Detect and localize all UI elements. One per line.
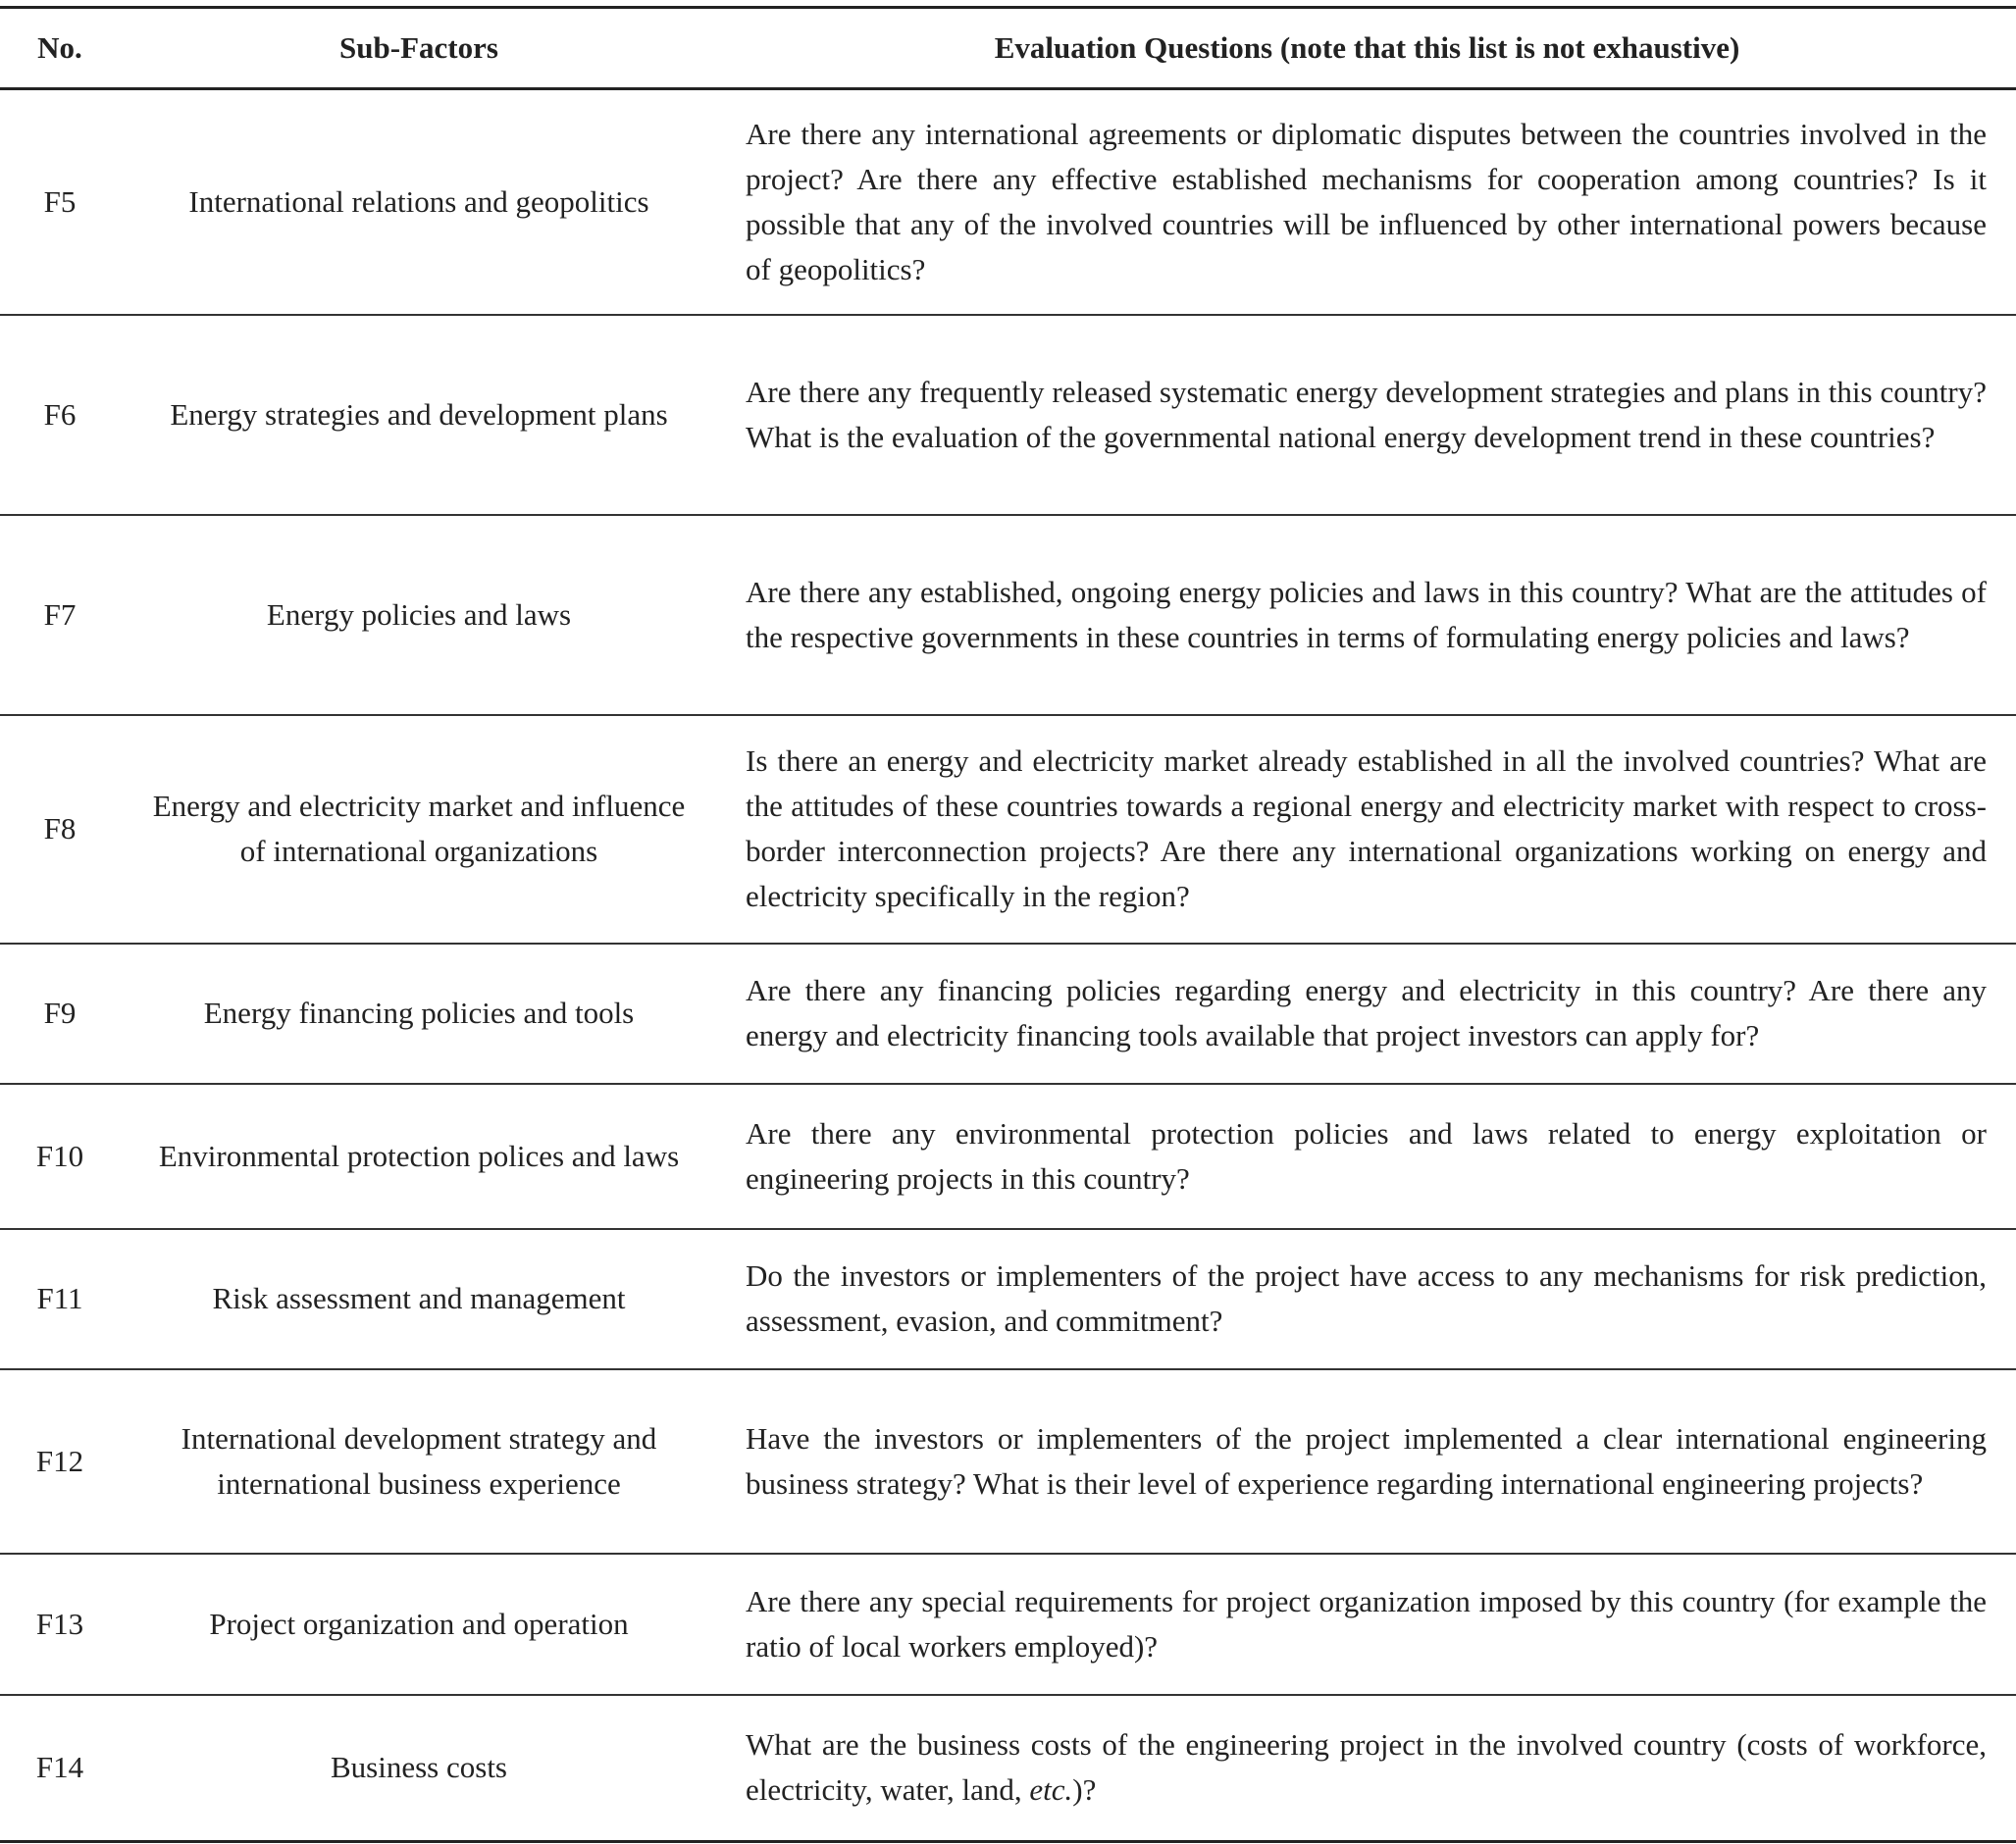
- row-number: F12: [0, 1369, 120, 1554]
- row-sub-factor: Project organization and operation: [120, 1554, 718, 1695]
- header-sub-factors: Sub-Factors: [120, 8, 718, 89]
- row-question: [718, 1695, 2016, 1842]
- row-sub-factor: Energy financing policies and tools: [120, 944, 718, 1084]
- table-header: [0, 8, 2016, 89]
- row-number: F8: [0, 715, 120, 944]
- row-question: Have the investors or implementers of the project implemented a clear international engineering business strategy? What is their level of experience regarding international engineering projects?: [718, 1369, 2016, 1554]
- row-number: F10: [0, 1084, 120, 1229]
- row-sub-factor: International relations and geopolitics: [120, 89, 718, 315]
- table-row: [0, 1695, 2016, 1842]
- row-question: Are there any environmental protection policies and laws related to energy exploitation or engineering projects in this country?: [718, 1084, 2016, 1229]
- row-question-italic: etc.: [1029, 1772, 1073, 1808]
- row-number: F14: [0, 1695, 120, 1842]
- row-question: Are there any established, ongoing energy policies and laws in this country? What are the attitudes of the respective governments in these countries in terms of formulating energy policies and laws?: [718, 515, 2016, 715]
- table-row: [0, 1229, 2016, 1369]
- row-question: Are there any frequently released systematic energy development strategies and plans in this country? What is the evaluation of the governmental national energy development trend in these countries?: [718, 315, 2016, 515]
- row-sub-factor: Energy policies and laws: [120, 515, 718, 715]
- table-row: [0, 944, 2016, 1084]
- row-sub-factor: Energy and electricity market and influence of international organizations: [120, 715, 718, 944]
- table-row: [0, 1369, 2016, 1554]
- evaluation-table: [0, 6, 2016, 1843]
- row-question: Do the investors or implementers of the project have access to any mechanisms for risk prediction, assessment, evasion, and commitment?: [718, 1229, 2016, 1369]
- table-row: [0, 1554, 2016, 1695]
- header-evaluation-questions: Evaluation Questions (note that this list is not exhaustive): [718, 8, 2016, 89]
- row-number: F7: [0, 515, 120, 715]
- header-no: No.: [0, 8, 120, 89]
- row-question: Is there an energy and electricity market already established in all the involved countries? What are the attitudes of these countries towards a regional energy and electricity market with respect to cross-border interconnection projects? Are there any international organizations working on energy and electricity specifically in the region?: [718, 715, 2016, 944]
- table-row: [0, 515, 2016, 715]
- row-number: F5: [0, 89, 120, 315]
- row-question: Are there any special requirements for project organization imposed by this country (for example the ratio of local workers employed)?: [718, 1554, 2016, 1695]
- row-number: F6: [0, 315, 120, 515]
- row-sub-factor: Environmental protection polices and laws: [120, 1084, 718, 1229]
- row-sub-factor: Business costs: [120, 1695, 718, 1842]
- row-number: F11: [0, 1229, 120, 1369]
- row-sub-factor: Energy strategies and development plans: [120, 315, 718, 515]
- row-number: F13: [0, 1554, 120, 1695]
- table-row: [0, 1084, 2016, 1229]
- table-row: [0, 315, 2016, 515]
- row-sub-factor: International development strategy and international business experience: [120, 1369, 718, 1554]
- row-question-text: What are the business costs of the engineering project in the involved country (costs of workforce, electricity, water, land,: [746, 1727, 1987, 1808]
- table-row: [0, 715, 2016, 944]
- row-question: Are there any international agreements or diplomatic disputes between the countries involved in the project? Are there any effective established mechanisms for cooperation among countries? Is it possible that any of the involved countries will be influenced by other international powers because of geopolitics?: [718, 89, 2016, 315]
- table-body: [0, 89, 2016, 1842]
- row-question-tail: )?: [1072, 1772, 1097, 1808]
- row-number: F9: [0, 944, 120, 1084]
- header-row: [0, 8, 2016, 89]
- row-question: Are there any financing policies regarding energy and electricity in this country? Are there any energy and electricity financing tools available that project investors can apply for?: [718, 944, 2016, 1084]
- row-sub-factor: Risk assessment and management: [120, 1229, 718, 1369]
- table-row: [0, 89, 2016, 315]
